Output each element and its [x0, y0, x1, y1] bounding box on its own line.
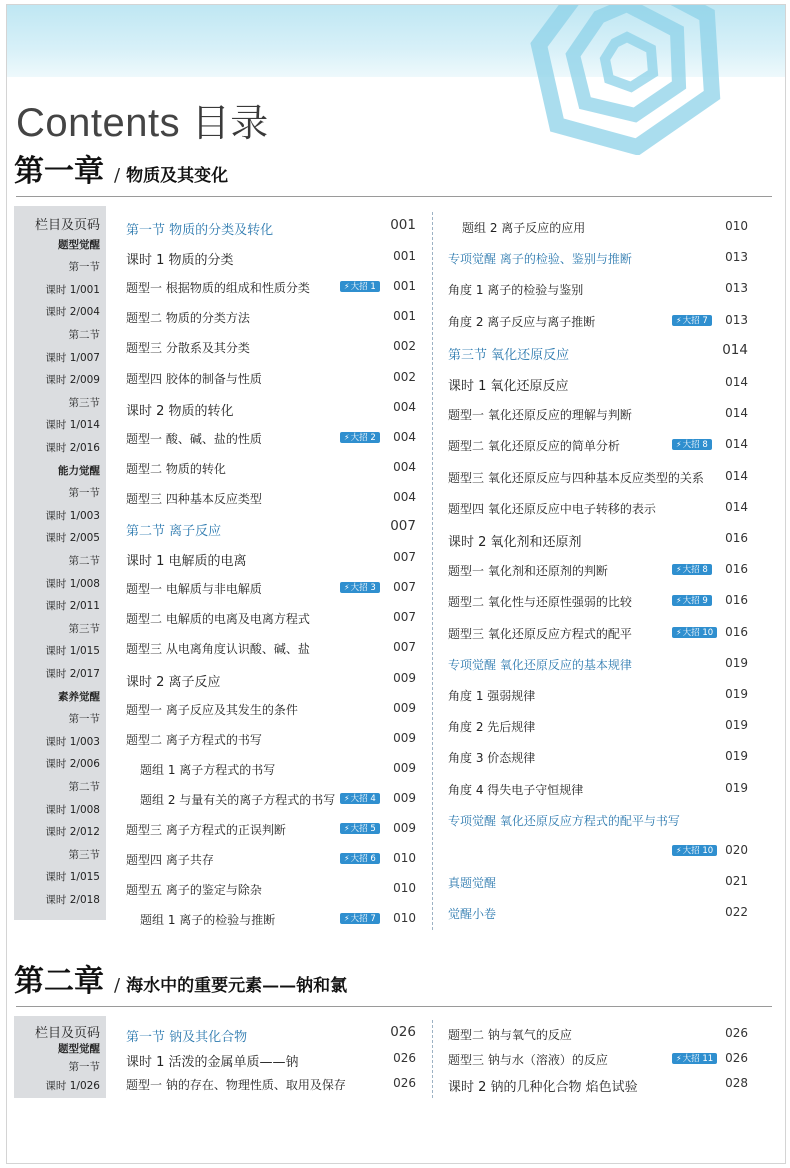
- sidebar-index-entry[interactable]: 课时 1/003: [45, 509, 100, 522]
- toc-page-number: 016: [725, 593, 748, 608]
- column-divider: [432, 1020, 433, 1098]
- toc-lesson[interactable]: 课时 1 氧化还原反应: [448, 379, 569, 394]
- toc-item[interactable]: 题型二 氧化还原反应的简单分析: [448, 439, 620, 454]
- toc-page-number: 019: [725, 780, 748, 795]
- lightning-icon: ⚡: [344, 854, 350, 864]
- lightning-icon: ⚡: [344, 282, 350, 292]
- badge-label: 大招 1: [350, 282, 376, 293]
- toc-lesson[interactable]: 课时 2 氧化剂和还原剂: [448, 535, 582, 550]
- dazhao-badge: [672, 564, 712, 575]
- toc-page-number: 001: [390, 217, 416, 233]
- sidebar-index-entry[interactable]: 第一节: [68, 487, 100, 500]
- toc-page-number: 028: [725, 1076, 748, 1090]
- toc-page-number: 010: [393, 911, 416, 926]
- lightning-icon: ⚡: [344, 793, 350, 803]
- chapter-title: 物质及其变化: [126, 166, 229, 186]
- toc-item[interactable]: 题型四 胶体的制备与性质: [126, 371, 262, 386]
- toc-item[interactable]: 题型三 氧化还原反应与四种基本反应类型的关系: [448, 470, 704, 485]
- toc-page-number: 013: [725, 250, 748, 265]
- toc-page-number: 014: [725, 437, 748, 452]
- toc-page-number: 021: [725, 874, 748, 889]
- column-divider: [432, 212, 433, 930]
- toc-item[interactable]: 题型三 从电离角度认识酸、碱、盐: [126, 642, 310, 657]
- sidebar-index-entry[interactable]: 课时 1/007: [45, 351, 100, 364]
- sidebar-index-entry[interactable]: 第一节: [68, 261, 100, 274]
- toc-item[interactable]: 角度 1 离子的检验与鉴别: [448, 283, 584, 298]
- sidebar-index-entry[interactable]: 第二节: [68, 781, 100, 793]
- toc-page-number: 002: [393, 339, 416, 354]
- toc-page-number: 010: [725, 219, 748, 233]
- toc-item[interactable]: 题型三 分散系及其分类: [126, 341, 250, 356]
- sidebar-index-entry[interactable]: 第三节: [68, 848, 100, 861]
- badge-label: 大招 2: [350, 432, 376, 443]
- toc-page-number: 019: [725, 655, 748, 670]
- chapter-number: 第一章: [14, 154, 104, 189]
- badge-label: 大招 10: [682, 627, 714, 638]
- lightning-icon: ⚡: [344, 432, 350, 442]
- toc-item[interactable]: 角度 3 价态规律: [448, 751, 536, 766]
- sidebar-index-entry[interactable]: 课时 2/011: [45, 600, 100, 613]
- toc-page-number: 026: [393, 1051, 416, 1065]
- sidebar-index-entry[interactable]: 课时 1/015: [45, 871, 100, 884]
- toc-section[interactable]: 第二节 离子反应: [126, 524, 222, 539]
- toc-page-number: 001: [393, 309, 416, 324]
- badge-label: 大招 10: [682, 846, 714, 856]
- badge-label: 大招 9: [682, 596, 708, 607]
- toc-item[interactable]: 题型三 钠与水（溶液）的反应: [448, 1053, 608, 1067]
- sidebar-index-entry[interactable]: 课时 2/005: [45, 532, 100, 545]
- toc-page-number: 016: [725, 624, 748, 639]
- toc-lesson[interactable]: 课时 2 离子反应: [126, 674, 221, 690]
- toc-item[interactable]: 题型二 物质的分类方法: [126, 311, 250, 326]
- toc-special[interactable]: 觉醒小卷: [448, 907, 497, 922]
- toc-page-number: 009: [393, 730, 416, 745]
- toc-page-number: 014: [725, 468, 748, 483]
- toc-group[interactable]: 题组 1 离子的检验与推断: [140, 913, 276, 928]
- toc-page-number: 007: [393, 580, 416, 595]
- toc-lesson[interactable]: 课时 2 物质的转化: [126, 403, 234, 419]
- badge-label: 大招 4: [350, 793, 376, 804]
- lightning-icon: ⚡: [676, 565, 682, 575]
- badge-label: 大招 11: [682, 1054, 714, 1064]
- dazhao-badge: [672, 627, 717, 638]
- sidebar-index-entry[interactable]: 课时 2/016: [45, 442, 100, 454]
- toc-page-number: 002: [393, 369, 416, 384]
- toc-lesson[interactable]: 课时 2 钠的几种化合物 焰色试验: [448, 1080, 638, 1095]
- sidebar-index-entry[interactable]: 题型觉醒: [58, 1042, 100, 1055]
- sidebar-index-entry[interactable]: 栏目及页码: [34, 218, 100, 233]
- page-title: Contents 目录: [16, 101, 269, 145]
- toc-page-number: 013: [725, 312, 748, 327]
- toc-page-number: 022: [725, 905, 748, 920]
- toc-group[interactable]: 题组 2 离子反应的应用: [462, 221, 586, 235]
- toc-page-number: 010: [393, 881, 416, 896]
- badge-label: 大招 6: [350, 854, 376, 865]
- sidebar-index-entry[interactable]: 课时 1/015: [45, 645, 100, 658]
- chapter-1-heading: 第一章 / 物质及其变化: [14, 154, 229, 189]
- lightning-icon: ⚡: [344, 583, 350, 593]
- toc-page-number: 014: [722, 341, 748, 358]
- lightning-icon: ⚡: [676, 627, 682, 637]
- toc-group[interactable]: 题组 2 与量有关的离子方程式的书写: [140, 792, 336, 807]
- toc-page-number: 026: [390, 1024, 416, 1040]
- toc-item[interactable]: 题型一 氧化还原反应的理解与判断: [448, 408, 632, 423]
- toc-lesson[interactable]: 课时 1 活泼的金属单质——钠: [126, 1055, 299, 1070]
- toc-special[interactable]: 专项觉醒 离子的检验、鉴别与推断: [448, 252, 632, 267]
- toc-item[interactable]: 角度 1 强弱规律: [448, 689, 536, 703]
- sidebar-index-entry[interactable]: 课时 2/009: [45, 374, 100, 387]
- toc-item[interactable]: 题型一 酸、碱、盐的性质: [126, 431, 262, 446]
- toc-page-number: 009: [393, 821, 416, 835]
- sidebar-index-entry[interactable]: 第二节: [68, 555, 100, 567]
- sidebar-index-entry[interactable]: 课时 1/026: [45, 1079, 100, 1092]
- toc-item[interactable]: 题型一 氧化剂和还原剂的判断: [448, 564, 608, 579]
- sidebar-index-entry[interactable]: 课时 2/017: [45, 668, 100, 680]
- lightning-icon: ⚡: [676, 1054, 682, 1063]
- sidebar-index-entry[interactable]: 第一节: [68, 713, 100, 726]
- sidebar-index-entry[interactable]: 栏目及页码: [34, 1026, 100, 1041]
- toc-item[interactable]: 题型五 离子的鉴定与除杂: [126, 883, 262, 898]
- toc-page-number: 026: [393, 1076, 416, 1090]
- toc-section[interactable]: 第一节 物质的分类及转化: [126, 223, 274, 238]
- sidebar-index-entry[interactable]: 课时 1/008: [45, 577, 100, 590]
- toc-page-number: 026: [725, 1051, 748, 1065]
- toc-item[interactable]: 题型二 钠与氧气的反应: [448, 1028, 572, 1042]
- badge-label: 大招 3: [350, 583, 376, 594]
- sidebar-index-entry[interactable]: 第三节: [68, 622, 100, 635]
- toc-page-number: 026: [725, 1026, 748, 1040]
- badge-label: 大招 8: [682, 565, 708, 576]
- toc-page-number: 016: [725, 531, 748, 545]
- toc-special[interactable]: 专项觉醒 氧化还原反应方程式的配平与书写: [448, 813, 680, 828]
- toc-page-number: 007: [390, 518, 416, 534]
- toc-page-number: 009: [393, 790, 416, 805]
- sidebar-index-entry[interactable]: 第二节: [68, 329, 100, 341]
- dazhao-badge: [340, 853, 380, 864]
- dazhao-badge: [672, 1053, 717, 1064]
- sidebar-index-entry[interactable]: 课时 2/004: [45, 306, 100, 319]
- toc-page-number: 016: [725, 562, 748, 577]
- toc-item[interactable]: 角度 2 先后规律: [448, 720, 536, 735]
- sidebar-index-entry[interactable]: 课时 2/018: [45, 894, 100, 906]
- toc-lesson[interactable]: 课时 1 物质的分类: [126, 253, 234, 269]
- toc-page-number: 014: [725, 499, 748, 514]
- toc-item[interactable]: 题型一 离子反应及其发生的条件: [126, 702, 298, 717]
- dazhao-badge: [340, 823, 380, 834]
- chapter-title: 海水中的重要元素——钠和氯: [126, 976, 348, 996]
- toc-group[interactable]: 题组 1 离子方程式的书写: [140, 762, 276, 777]
- sidebar-index-entry[interactable]: 题型觉醒: [58, 238, 100, 251]
- toc-item[interactable]: 题型一 钠的存在、物理性质、取用及保存: [126, 1078, 346, 1092]
- dazhao-badge: [672, 845, 717, 856]
- badge-label: 大招 5: [350, 824, 376, 834]
- toc-item[interactable]: 题型三 四种基本反应类型: [126, 491, 262, 506]
- sidebar-index-entry[interactable]: 课时 1/008: [45, 803, 100, 816]
- sidebar-index-ch2: [14, 1016, 106, 1098]
- sidebar-index-entry[interactable]: 课时 1/003: [45, 735, 100, 748]
- badge-label: 大招 7: [350, 914, 376, 925]
- dazhao-badge: [340, 913, 380, 924]
- toc-page-number: 013: [725, 281, 748, 296]
- chapter-2-rule: [16, 1006, 772, 1007]
- sidebar-index-entry[interactable]: 第三节: [68, 396, 100, 409]
- toc-page-number: 019: [725, 718, 748, 733]
- chapter-number: 第二章: [14, 964, 104, 999]
- toc-page-number: 009: [393, 670, 416, 685]
- toc-page-number: 014: [725, 406, 748, 421]
- toc-page-number: 004: [393, 429, 416, 444]
- toc-section[interactable]: 第一节 钠及其化合物: [126, 1030, 248, 1045]
- toc-page-number: 014: [725, 375, 748, 389]
- lightning-icon: ⚡: [676, 440, 682, 450]
- sidebar-index-entry[interactable]: 课时 1/014: [45, 419, 100, 432]
- toc-page-number: 007: [393, 610, 416, 625]
- toc-item[interactable]: 题型二 物质的转化: [126, 461, 226, 476]
- toc-item[interactable]: 题型三 离子方程式的正误判断: [126, 823, 286, 837]
- toc-page-number: 004: [393, 489, 416, 504]
- sidebar-index-ch1: [14, 206, 106, 920]
- toc-page-number: 001: [393, 249, 416, 264]
- toc-page-number: 020: [725, 843, 748, 857]
- dazhao-badge: [340, 432, 380, 443]
- toc-item[interactable]: 角度 4 得失电子守恒规律: [448, 782, 584, 797]
- dazhao-badge: [340, 281, 380, 292]
- lightning-icon: ⚡: [676, 596, 682, 606]
- toc-item[interactable]: 题型四 氧化还原反应中电子转移的表示: [448, 501, 656, 516]
- chapter-2-heading: 第二章 / 海水中的重要元素——钠和氯: [14, 964, 348, 999]
- dazhao-badge: [672, 595, 712, 606]
- toc-section[interactable]: 第三节 氧化还原反应: [448, 347, 570, 363]
- sidebar-index-entry[interactable]: 素养觉醒: [58, 690, 100, 703]
- sidebar-index-entry[interactable]: 能力觉醒: [58, 464, 100, 477]
- toc-item[interactable]: 题型三 氧化还原反应方程式的配平: [448, 626, 632, 641]
- toc-item[interactable]: 题型二 离子方程式的书写: [126, 732, 262, 747]
- toc-item[interactable]: 角度 2 离子反应与离子推断: [448, 314, 596, 329]
- spiral-decoration: [527, 4, 727, 155]
- toc-page-number: 019: [725, 687, 748, 701]
- toc-item[interactable]: 题型一 根据物质的组成和性质分类: [126, 281, 310, 296]
- toc-page-number: 004: [393, 399, 416, 414]
- sidebar-index-entry[interactable]: 课时 1/001: [45, 283, 100, 296]
- badge-label: 大招 7: [682, 315, 708, 326]
- lightning-icon: ⚡: [344, 914, 350, 924]
- lightning-icon: ⚡: [676, 846, 682, 855]
- dazhao-badge: [672, 439, 712, 450]
- toc-page-number: 019: [725, 749, 748, 764]
- toc-item[interactable]: 题型二 电解质的电离及电离方程式: [126, 612, 310, 627]
- toc-page-number: 009: [393, 700, 416, 715]
- toc-page-number: 009: [393, 760, 416, 775]
- toc-item[interactable]: 题型四 离子共存: [126, 853, 214, 868]
- dazhao-badge: [672, 315, 712, 326]
- toc-item[interactable]: 题型一 电解质与非电解质: [126, 582, 262, 597]
- chapter-1-rule: [16, 196, 772, 197]
- badge-label: 大招 8: [682, 440, 708, 451]
- toc-page-number: 007: [393, 550, 416, 565]
- lightning-icon: ⚡: [676, 315, 682, 325]
- toc-page-number: 004: [393, 459, 416, 474]
- sidebar-index-entry[interactable]: 课时 2/012: [45, 826, 100, 839]
- toc-page-number: 010: [393, 851, 416, 866]
- toc-lesson[interactable]: 课时 1 电解质的电离: [126, 554, 247, 570]
- toc-special[interactable]: 真题觉醒: [448, 876, 497, 891]
- toc-page-number: 007: [393, 640, 416, 655]
- sidebar-index-entry[interactable]: 课时 2/006: [45, 758, 100, 771]
- sidebar-index-entry[interactable]: 第一节: [68, 1061, 100, 1073]
- dazhao-badge: [340, 793, 380, 804]
- toc-special[interactable]: 专项觉醒 氧化还原反应的基本规律: [448, 657, 632, 672]
- toc-item[interactable]: 题型二 氧化性与还原性强弱的比较: [448, 595, 632, 610]
- lightning-icon: ⚡: [344, 824, 350, 833]
- dazhao-badge: [340, 582, 380, 593]
- toc-page-number: 001: [393, 279, 416, 294]
